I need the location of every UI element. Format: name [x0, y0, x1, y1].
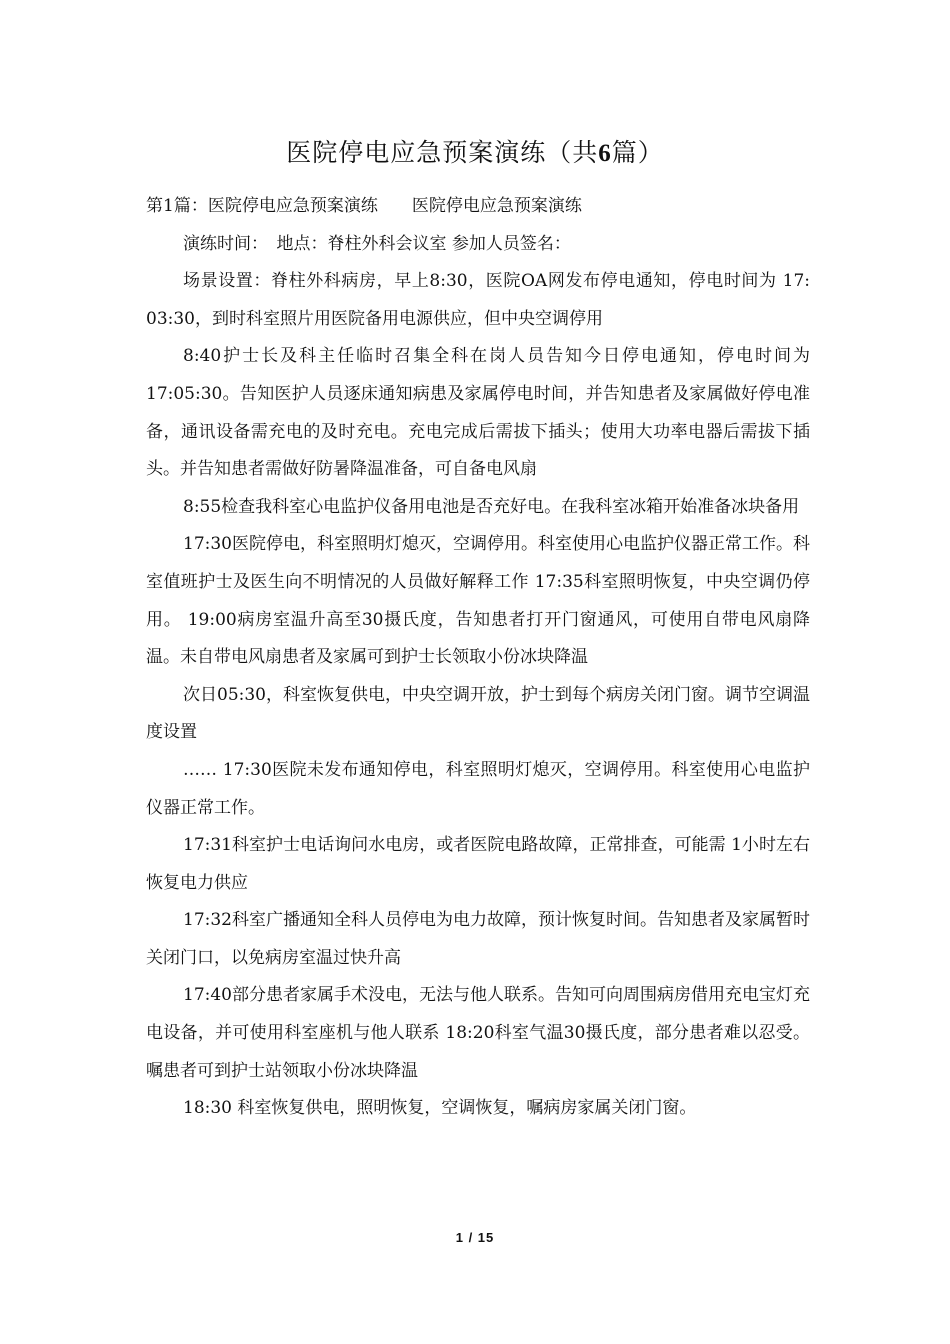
- paragraph: 18:30 科室恢复供电，照明恢复，空调恢复，嘱病房家属关闭门窗。: [183, 1098, 697, 1119]
- page-number: 1 / 15: [455, 1230, 495, 1245]
- paragraph: 次日05:30，科室恢复供电，中央空调开放，护士到每个病房关闭门窗。调节空调温度设置: [146, 684, 810, 743]
- paragraph: 演练时间： 地点：脊柱外科会议室 参加人员签名：: [183, 233, 571, 254]
- title-prefix: 医院停电应急预案演练（共: [286, 138, 599, 167]
- paragraph: 场景设置：脊柱外科病房，早上8:30，医院OA网发布停电通知，停电时间为 17: 03:30，到时科室照片用医院备用电源供应，但中央空调停用: [146, 271, 810, 329]
- paragraph: 8:55检查我科室心电监护仪备用电池是否充好电。在我科室冰箱开始准备冰块备用: [183, 496, 800, 517]
- paragraph: 8:40护士长及科主任临时召集全科在岗人员告知今日停电通知，停电时间为 17:05:30。告知医护人员逐床通知病患及家属停电时间，并告知患者及家属做好停电准备，通讯设备需充电的及时充电。充电完成后需拔下插头；使用大功率电器后需拔下插头。并告知患者需做好防暑降温准备，可自备电风扇: [146, 346, 810, 480]
- document-body: [146, 188, 810, 1128]
- paragraph: 17:32科室广播通知全科人员停电为电力故障，预计恢复时间。告知患者及家属暂时关闭门口，以免病房室温过快升高: [146, 910, 810, 968]
- title-number: 6: [598, 140, 612, 167]
- title-suffix: 篇）: [611, 138, 664, 167]
- paragraph: 17:40部分患者家属手术没电，无法与他人联系。告知可向周围病房借用充电宝灯充电设备，并可使用科室座机与他人联系 18:20科室气温30摄氏度，部分患者难以忍受。嘱患者可到护士站领取小份冰块降温: [146, 985, 810, 1081]
- paragraph: …… 17:30医院未发布通知停电，科室照明灯熄灭，空调停用。科室使用心电监护仪器正常工作。: [146, 759, 810, 818]
- paragraph: 17:30医院停电，科室照明灯熄灭，空调停用。科室使用心电监护仪器正常工作。科室值班护士及医生向不明情况的人员做好解释工作 17:35科室照明恢复，中央空调仍停用。 19:00病房室温升高至30摄氏度，告知患者打开门窗通风，可使用自带电风扇降温。未自带电风扇患者及家属可到护士长领取小份冰块降温: [146, 534, 810, 668]
- paragraph: 17:31科室护士电话询问水电房，或者医院电路故障，正常排查，可能需 1小时左右恢复电力供应: [146, 835, 810, 893]
- document-title: [0, 133, 950, 174]
- paragraph-heading: 第1篇：医院停电应急预案演练 医院停电应急预案演练: [146, 196, 582, 216]
